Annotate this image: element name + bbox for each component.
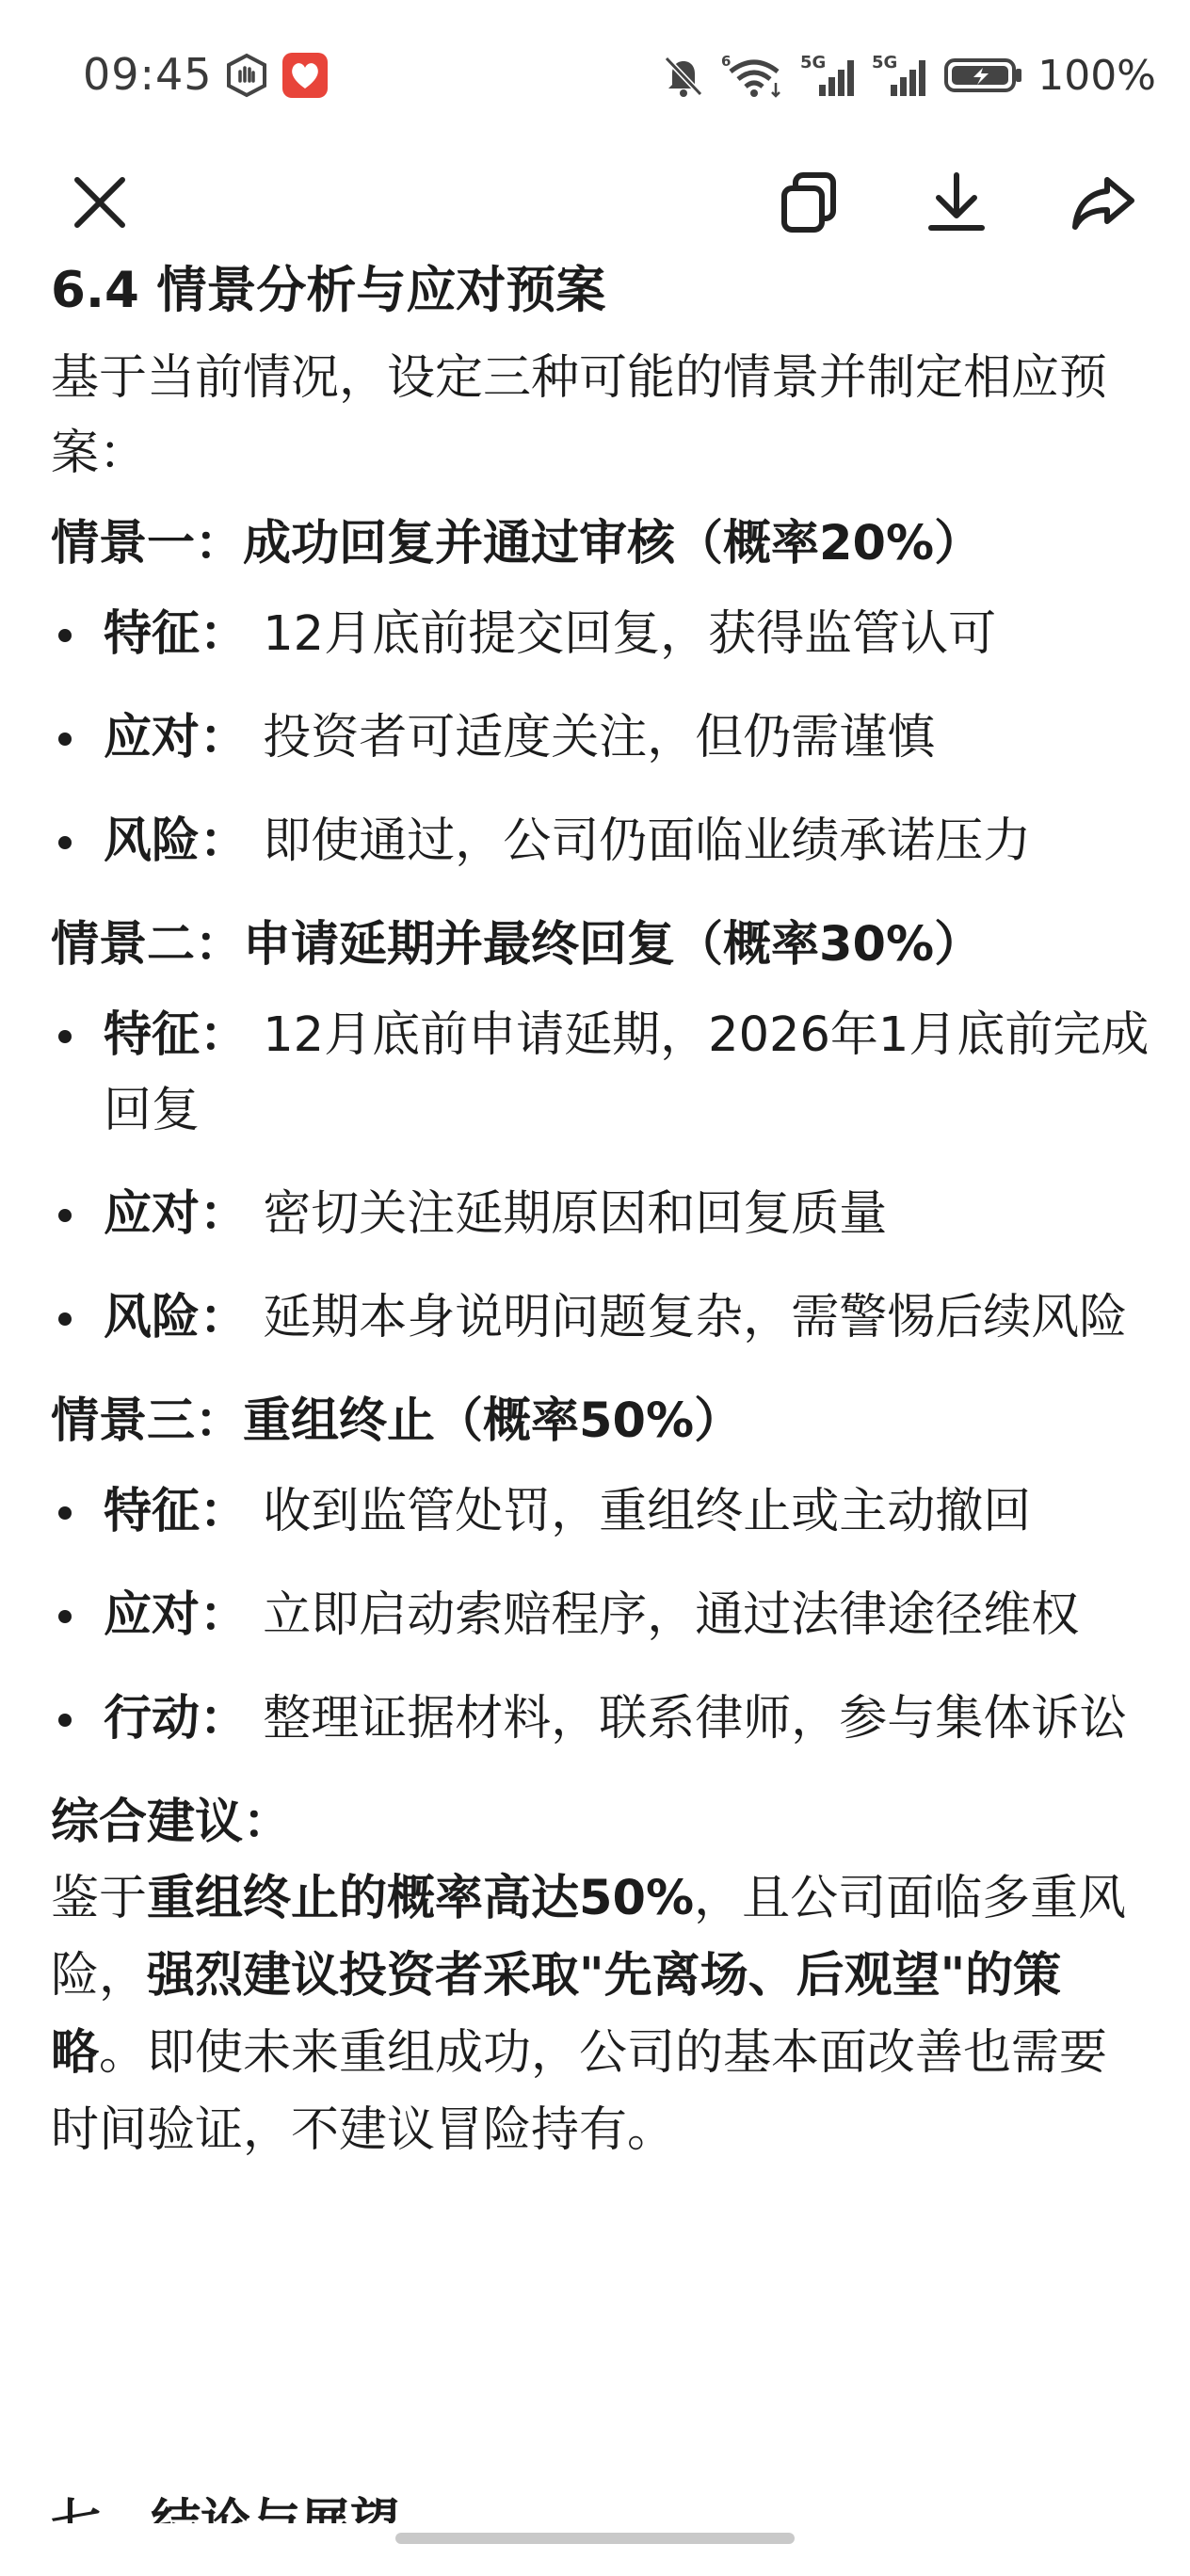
summary-bold-2: 强烈建议投资者采取"先离场、后观望"的策略 [51,1948,1062,2081]
5g-signal-icon-2 [872,51,930,100]
copy-button[interactable] [763,155,857,250]
close-button[interactable] [53,155,147,250]
app-badge-icon [281,51,330,100]
item-label: 应对： [104,710,249,765]
scenario-2-title: 情景二：申请延期并最终回复（概率30%） [51,917,983,973]
bullet [58,1714,72,1727]
status-right [659,47,1156,104]
item-text: 投资者可适度关注，但仍需谨慎 [263,710,936,765]
item-text: 整理证据材料，联系律师，参与集体诉讼 [263,1691,1128,1747]
list-item [51,804,1152,879]
scenario-3-list [51,1474,1152,1757]
item-text: 12月底前提交回复，获得监管认可 [263,606,997,662]
share-icon [1069,169,1137,236]
bullet [58,1312,72,1326]
bullet [58,1506,72,1520]
mute-bell-icon [659,51,708,100]
share-button[interactable] [1056,155,1150,250]
summary-title: 综合建议： [51,1795,292,1850]
list-item [51,597,1152,672]
item-text: 收到监管处罚，重组终止或主动撤回 [263,1484,1032,1539]
status-bar [0,0,1190,141]
svg-text:5G: 5G [872,53,898,72]
5g-signal-icon [800,51,859,100]
download-icon [924,169,989,235]
scenario-2-list [51,998,1152,1356]
close-icon [70,172,130,233]
scenario-1-list [51,597,1152,879]
item-label: 应对： [104,1186,249,1242]
bottom-mask [0,2523,1190,2576]
section-heading: 6.4 情景分析与应对预案 [51,262,606,319]
item-label: 特征： [104,606,249,662]
bullet [58,1209,72,1222]
hand-hexagon-icon [224,53,269,98]
bullet [58,1030,72,1043]
list-item [51,700,1152,776]
scenario-3-title: 情景三：重组终止（概率50%） [51,1393,743,1449]
status-time: 09:45 [83,49,213,100]
item-text: 即使通过，公司仍面临业绩承诺压力 [263,813,1032,869]
summary-text-3: 。即使未来重组成功，公司的基本面改善也需要时间验证，不建议冒险持有。 [51,2025,1108,2158]
download-button[interactable] [909,155,1004,250]
summary-text-1: 鉴于 [51,1871,148,1926]
intro-paragraph: 基于当前情况，设定三种可能的情景并制定相应预案： [51,350,1108,481]
item-label: 行动： [104,1691,249,1747]
bullet [58,733,72,746]
bullet [58,629,72,642]
item-text: 密切关注延期原因和回复质量 [263,1186,888,1242]
bullet [58,836,72,849]
list-item [51,998,1152,1149]
wifi-icon [721,51,787,100]
list-item [51,1280,1152,1356]
toolbar [0,155,1190,250]
item-text: 12月底前申请延期，2026年1月底前完成回复 [104,1007,1150,1138]
list-item [51,1474,1152,1550]
item-text: 延期本身说明问题复杂，需警惕后续风险 [263,1290,1128,1345]
battery-percent: 100% [1037,51,1156,100]
summary-text-2: ，且公司面临多重风险， [51,1871,1127,2004]
item-text: 立即启动索赔程序，通过法律途径维权 [263,1587,1080,1643]
summary-bold-1: 重组终止的概率高达50% [147,1871,695,1926]
list-item [51,1682,1152,1757]
document-content [51,254,1152,2169]
summary-paragraph [51,1860,1152,2169]
copy-icon [777,169,843,235]
item-label: 特征： [104,1484,249,1539]
item-label: 风险： [104,813,249,869]
list-item [51,1177,1152,1252]
item-label: 风险： [104,1290,249,1345]
scenario-1-title: 情景一：成功回复并通过审核（概率20%） [51,516,983,572]
svg-text:5G: 5G [800,53,827,72]
home-indicator[interactable] [395,2533,795,2544]
battery-charging-icon [943,51,1024,100]
list-item [51,1578,1152,1653]
svg-text:6: 6 [721,53,732,70]
bullet [58,1610,72,1623]
item-label: 特征： [104,1007,249,1063]
item-label: 应对： [104,1587,249,1643]
